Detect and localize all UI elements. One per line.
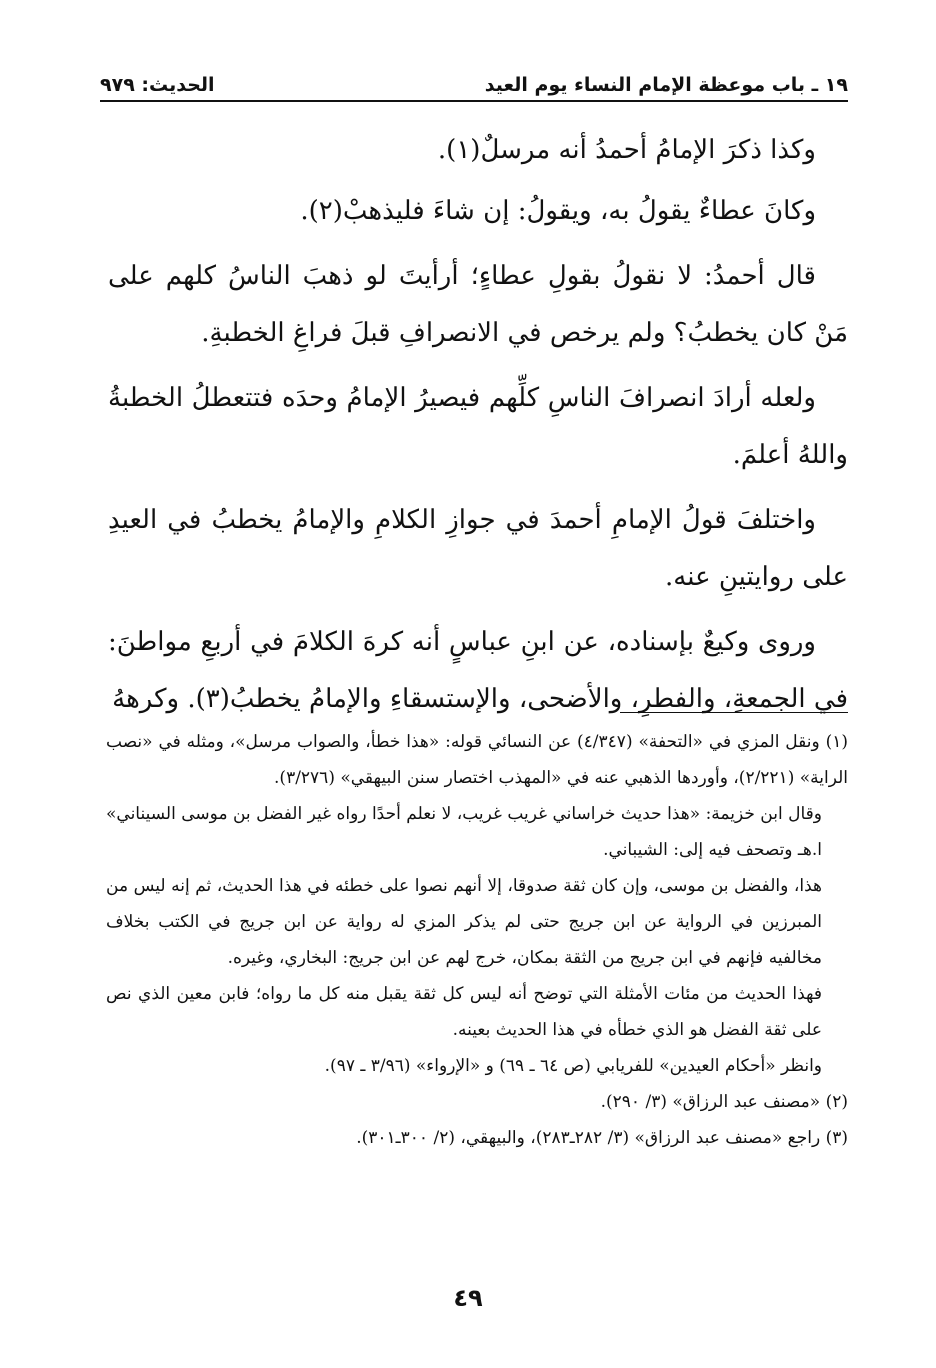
main-text bbox=[108, 122, 848, 736]
header-rule bbox=[100, 100, 848, 102]
footnote-continuation: فهذا الحديث من مئات الأمثلة التي توضح أنه ليس كل ثقة يقبل منه كل ما رواه؛ فابن معين الذي نص على ثقة الفضل هو الذي خطأه في هذا الحديث بعينه. bbox=[106, 984, 822, 1040]
body-paragraph: وكانَ عطاءٌ يقولُ به، ويقولُ: إن شاءَ فليذهبْ(٢). bbox=[300, 196, 816, 226]
body-paragraph: قال أحمدُ: لا نقولُ بقولِ عطاءٍ؛ أرأيتَ لو ذهبَ الناسُ كلهم على مَنْ كان يخطبُ؟ ولم يرخص في الانصرافِ قبلَ فراغِ الخطبةِ. bbox=[108, 261, 848, 348]
footnote-continuation: هذا، والفضل بن موسى، وإن كان ثقة صدوقا، إلا أنهم نصوا على خطئه في هذا الحديث، ثم إنه ليس من المبرزين في الرواية عن ابن جريج حتى لم يذكر المزي له رواية عن ابن جريج في الكتب بخلاف مخالفيه فإنهم في ابن جريج من الثقة بمكان، خرج لهم عن ابن جريج: البخاري، وغيره. bbox=[106, 876, 822, 968]
running-header bbox=[100, 66, 848, 96]
body-paragraph: ولعله أرادَ انصرافَ الناسِ كلِّهم فيصيرُ الإمامُ وحدَه فتتعطلُ الخطبةُ واللهُ أعلمَ. bbox=[108, 383, 848, 470]
body-paragraph: واختلفَ قولُ الإمامِ أحمدَ في جوازِ الكلامِ والإمامُ يخطبُ في العيدِ على روايتينِ عنه. bbox=[108, 505, 848, 592]
footnote-2: (٢) «مصنف عبد الرزاق» (٣/ ٢٩٠). bbox=[600, 1092, 848, 1112]
body-paragraph: وكذا ذكرَ الإمامُ أحمدُ أنه مرسلٌ(١). bbox=[437, 135, 816, 165]
page-number: ٤٩ bbox=[453, 1284, 483, 1312]
footnotes bbox=[106, 724, 848, 1156]
body-paragraph: وروى وكيعٌ بإسناده، عن ابنِ عباسٍ أنه كرهَ الكلامَ في أربعِ مواطنَ: في الجمعةِ، والفطرِ، والأضحى، والإستسقاءِ والإمامُ يخطبُ(٣). وكرههُ bbox=[108, 627, 848, 714]
footnote-separator bbox=[620, 712, 848, 713]
footnote-3: (٣) راجع «مصنف عبد الرزاق» (٣/ ٢٨٢ـ٢٨٣)، والبيهقي، (٢/ ٣٠٠ـ٣٠١). bbox=[356, 1128, 848, 1148]
chapter-title: ١٩ ـ باب موعظة الإمام النساء يوم العيد bbox=[484, 74, 848, 96]
footnote-continuation: وقال ابن خزيمة: «هذا حديث خراساني غريب غريب، لا نعلم أحدًا رواه غير الفضل بن موسى السيناني» ا.هـ وتصحف فيه إلى: الشيباني. bbox=[106, 804, 822, 860]
hadith-number: الحديث: ٩٧٩ bbox=[100, 74, 215, 96]
footnote-1: (١) ونقل المزي في «التحفة» (٤/٣٤٧) عن النسائي قوله: «هذا خطأ، والصواب مرسل»، ومثله في «نصب الراية» (٢/٢٢١)، وأوردها الذهبي عنه في «المهذب اختصار سنن البيهقي» (٣/٢٧٦). bbox=[106, 732, 848, 788]
footnote-continuation: وانظر «أحكام العيدين» للفريابي (ص ٦٤ ـ ٦٩) و «الإرواء» (٣/٩٦ ـ ٩٧). bbox=[324, 1056, 822, 1076]
